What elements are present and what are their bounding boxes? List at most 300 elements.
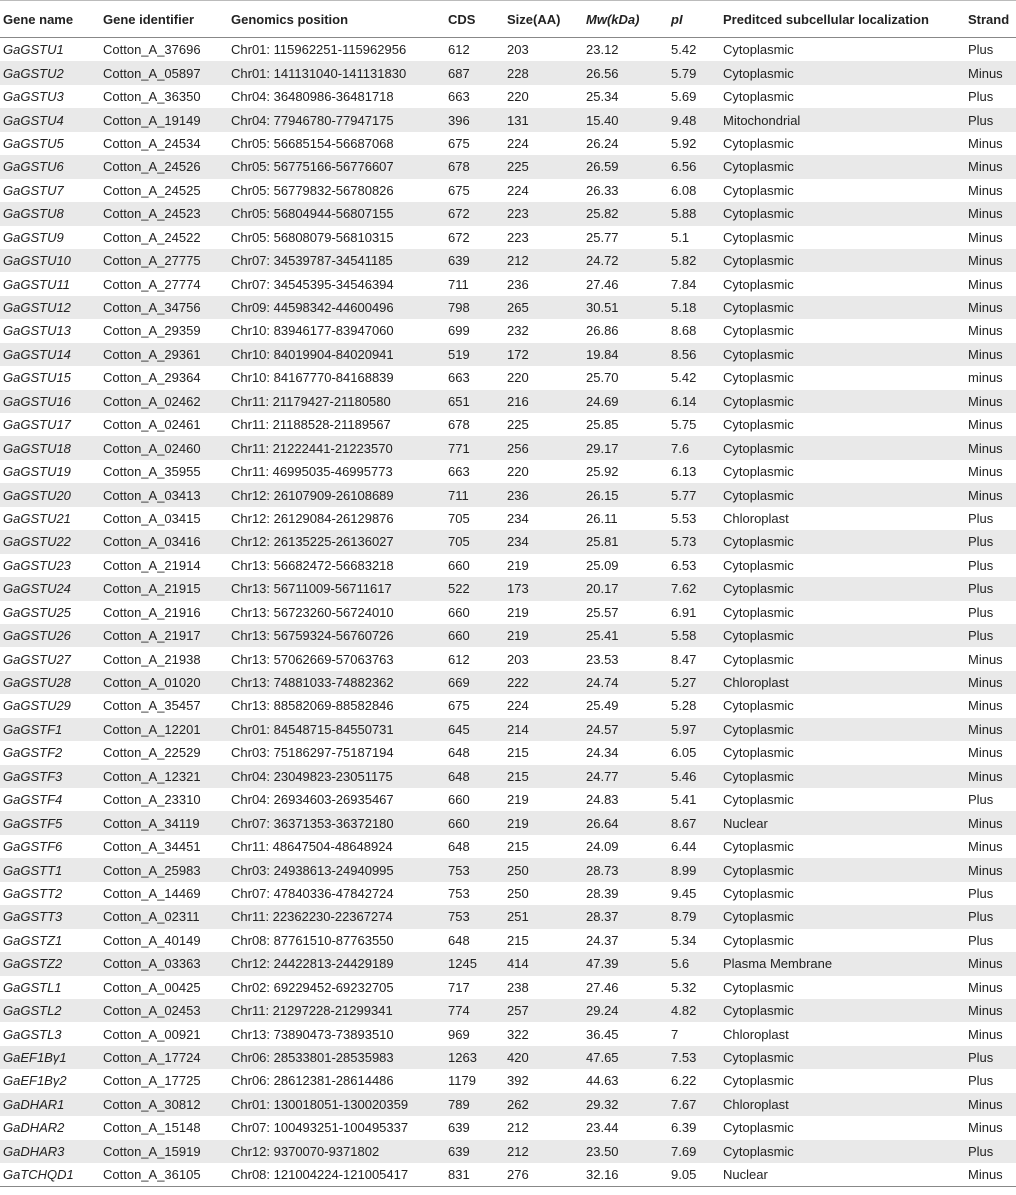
cell-cds: 651: [445, 390, 504, 413]
cell-cds: 612: [448, 42, 470, 58]
cell-pi: 6.53: [671, 557, 697, 573]
cell-genomics-position: Chr10: 84019904-84020941: [228, 343, 445, 366]
cell-gene-identifier: Cotton_A_35457: [103, 698, 201, 714]
table-row: [0, 554, 1016, 577]
cell-genomics-position: Chr01: 130018051-130020359: [228, 1093, 445, 1116]
table-row: [0, 976, 1016, 999]
cell-gene-name: GaTCHQD1: [0, 1163, 100, 1187]
cell-cds: 669: [445, 671, 504, 694]
cell-localization: Cytoplasmic: [720, 765, 965, 788]
table-row: [0, 858, 1016, 881]
cell-gene-identifier: Cotton_A_02461: [103, 417, 201, 433]
cell-gene-name: GaGSTU29: [3, 698, 71, 714]
cell-localization: Cytoplasmic: [720, 718, 965, 741]
cell-strand: Plus: [965, 1046, 1016, 1069]
cell-gene-identifier: Cotton_A_24534: [103, 135, 201, 151]
cell-size: 414: [504, 952, 583, 975]
cell-pi: 6.05: [671, 745, 697, 761]
cell-gene-identifier: Cotton_A_03416: [100, 530, 228, 553]
cell-genomics-position: Chr05: 56804944-56807155: [228, 202, 445, 225]
cell-localization: Cytoplasmic: [723, 557, 794, 573]
col-header-pi: pI: [668, 1, 720, 38]
cell-strand: Minus: [968, 979, 1003, 995]
cell-mw: 26.33: [586, 182, 619, 198]
table-row: [0, 38, 1016, 62]
cell-localization: Cytoplasmic: [723, 745, 794, 761]
cell-localization: Cytoplasmic: [720, 1140, 965, 1163]
cell-cds: 1263: [445, 1046, 504, 1069]
cell-mw: 23.44: [586, 1120, 619, 1136]
cell-localization: Chloroplast: [720, 1093, 965, 1116]
cell-cds: 396: [445, 108, 504, 131]
cell-cds: 612: [448, 651, 470, 667]
cell-size: 131: [504, 108, 583, 131]
cell-size: 224: [507, 698, 529, 714]
cell-genomics-position: Chr01: 115962251-115962956: [231, 42, 407, 58]
cell-size: 262: [504, 1093, 583, 1116]
cell-pi: 8.56: [668, 343, 720, 366]
cell-gene-identifier: Cotton_A_00425: [103, 979, 201, 995]
cell-genomics-position: Chr11: 21179427-21180580: [228, 390, 445, 413]
cell-mw: 28.37: [583, 905, 668, 928]
cell-localization: Cytoplasmic: [723, 698, 794, 714]
cell-genomics-position: Chr08: 121004224-121005417: [228, 1163, 445, 1187]
cell-localization: Cytoplasmic: [723, 651, 794, 667]
cell-mw: 23.50: [583, 1140, 668, 1163]
col-header-cds: CDS: [445, 1, 504, 38]
cell-cds: 687: [445, 61, 504, 84]
cell-localization: Cytoplasmic: [723, 932, 794, 948]
cell-strand: Plus: [968, 932, 994, 948]
cell-pi: 7.53: [668, 1046, 720, 1069]
cell-localization: Cytoplasmic: [720, 390, 965, 413]
cell-mw: 26.11: [586, 510, 618, 526]
cell-genomics-position: Chr13: 73890473-73893510: [231, 1026, 394, 1042]
cell-mw: 26.56: [583, 61, 668, 84]
cell-genomics-position: Chr05: 56775166-56776607: [228, 155, 445, 178]
cell-gene-identifier: Cotton_A_03363: [100, 952, 228, 975]
table-row: [0, 366, 1016, 389]
cell-localization: Cytoplasmic: [720, 1046, 965, 1069]
cell-gene-name: GaGSTL2: [0, 999, 100, 1022]
cell-strand: Minus: [968, 1026, 1003, 1042]
cell-pi: 5.97: [668, 718, 720, 741]
cell-gene-name: GaGSTU21: [3, 510, 71, 526]
cell-pi: 6.14: [668, 390, 720, 413]
cell-gene-name: GaEF1Bγ1: [0, 1046, 100, 1069]
cell-gene-identifier: Cotton_A_40149: [103, 932, 201, 948]
cell-localization: Mitochondrial: [720, 108, 965, 131]
cell-localization: Cytoplasmic: [723, 417, 794, 433]
cell-strand: Minus: [965, 343, 1016, 366]
cell-cds: 639: [445, 249, 504, 272]
cell-gene-name: GaGSTU23: [3, 557, 71, 573]
table-row: [0, 999, 1016, 1022]
cell-strand: Minus: [968, 229, 1003, 245]
cell-cds: 645: [445, 718, 504, 741]
table-row: [0, 577, 1016, 600]
cell-strand: Minus: [965, 671, 1016, 694]
cell-pi: 5.92: [671, 135, 697, 151]
cell-cds: 639: [448, 1120, 470, 1136]
cell-pi: 7.62: [668, 577, 720, 600]
cell-mw: 25.09: [586, 557, 619, 573]
cell-gene-name: GaGSTU28: [0, 671, 100, 694]
cell-strand: Plus: [965, 108, 1016, 131]
cell-strand: Minus: [965, 718, 1016, 741]
col-header-strand: Strand: [965, 1, 1016, 38]
cell-localization: Cytoplasmic: [720, 249, 965, 272]
cell-strand: Minus: [968, 839, 1003, 855]
cell-size: 216: [504, 390, 583, 413]
cell-genomics-position: Chr12: 26135225-26136027: [228, 530, 445, 553]
cell-cds: 711: [445, 483, 504, 506]
cell-pi: 5.58: [668, 624, 720, 647]
cell-localization: Cytoplasmic: [723, 885, 794, 901]
cell-cds: 969: [448, 1026, 470, 1042]
cell-strand: Plus: [968, 89, 994, 105]
cell-mw: 36.45: [586, 1026, 619, 1042]
cell-gene-identifier: Cotton_A_29364: [103, 370, 201, 386]
cell-mw: 25.85: [586, 417, 619, 433]
cell-pi: 8.67: [668, 811, 720, 834]
cell-gene-identifier: Cotton_A_24526: [100, 155, 228, 178]
cell-strand: minus: [968, 370, 1003, 386]
cell-cds: 648: [448, 839, 470, 855]
cell-pi: 5.1: [671, 229, 690, 245]
cell-size: 228: [504, 61, 583, 84]
cell-genomics-position: Chr07: 100493251-100495337: [231, 1120, 409, 1136]
cell-cds: 648: [448, 745, 470, 761]
cell-localization: Chloroplast: [723, 510, 789, 526]
cell-mw: 24.83: [586, 792, 619, 808]
table-row: [0, 343, 1016, 366]
cell-size: 215: [507, 839, 529, 855]
cell-gene-name: GaGSTF3: [0, 765, 100, 788]
cell-mw: 20.17: [583, 577, 668, 600]
cell-cds: 663: [448, 370, 470, 386]
cell-genomics-position: Chr05: 56685154-56687068: [231, 135, 394, 151]
cell-mw: 28.39: [586, 885, 619, 901]
cell-mw: 23.53: [586, 651, 619, 667]
table-row: [0, 1022, 1016, 1045]
cell-localization: Cytoplasmic: [720, 905, 965, 928]
cell-localization: Cytoplasmic: [720, 155, 965, 178]
cell-pi: 5.34: [671, 932, 697, 948]
table-row: [0, 226, 1016, 249]
cell-gene-identifier: Cotton_A_36350: [103, 89, 201, 105]
cell-mw: 47.39: [583, 952, 668, 975]
cell-mw: 25.81: [583, 530, 668, 553]
cell-localization: Cytoplasmic: [723, 323, 794, 339]
cell-pi: 5.18: [668, 296, 720, 319]
cell-cds: 678: [445, 155, 504, 178]
cell-strand: Minus: [965, 952, 1016, 975]
cell-size: 392: [507, 1073, 529, 1089]
cell-mw: 25.92: [586, 464, 619, 480]
cell-genomics-position: Chr10: 83946177-83947060: [231, 323, 394, 339]
cell-genomics-position: Chr03: 24938613-24940995: [228, 858, 445, 881]
table-row: [0, 85, 1016, 108]
cell-gene-identifier: Cotton_A_21917: [100, 624, 228, 647]
table-row: [0, 179, 1016, 202]
cell-gene-name: GaGSTT2: [3, 885, 63, 901]
cell-strand: Minus: [968, 276, 1003, 292]
cell-mw: 26.86: [586, 323, 619, 339]
cell-pi: 5.6: [668, 952, 720, 975]
cell-pi: 5.77: [668, 483, 720, 506]
cell-genomics-position: Chr13: 88582069-88582846: [231, 698, 394, 714]
cell-size: 219: [507, 604, 529, 620]
cell-gene-name: GaGSTU6: [0, 155, 100, 178]
cell-size: 173: [504, 577, 583, 600]
cell-size: 250: [507, 885, 529, 901]
cell-size: 212: [507, 1120, 529, 1136]
cell-genomics-position: Chr04: 23049823-23051175: [228, 765, 445, 788]
cell-strand: Plus: [965, 1140, 1016, 1163]
table-row: [0, 835, 1016, 858]
cell-cds: 660: [448, 604, 470, 620]
cell-localization: Cytoplasmic: [720, 202, 965, 225]
cell-gene-identifier: Cotton_A_15919: [100, 1140, 228, 1163]
cell-pi: 7.6: [668, 436, 720, 459]
cell-localization: Cytoplasmic: [720, 624, 965, 647]
cell-mw: 25.41: [583, 624, 668, 647]
cell-localization: Cytoplasmic: [723, 42, 794, 58]
table-row: [0, 647, 1016, 670]
cell-size: 420: [504, 1046, 583, 1069]
table-row: [0, 132, 1016, 155]
cell-strand: Minus: [968, 745, 1003, 761]
cell-gene-name: GaDHAR1: [0, 1093, 100, 1116]
cell-cds: 711: [448, 276, 469, 292]
cell-gene-name: GaGSTU11: [3, 276, 70, 292]
cell-strand: Plus: [968, 42, 994, 58]
cell-cds: 663: [448, 464, 470, 480]
cell-pi: 7.84: [671, 276, 697, 292]
cell-localization: Cytoplasmic: [723, 792, 794, 808]
cell-cds: 771: [445, 436, 504, 459]
cell-size: 215: [507, 932, 529, 948]
cell-pi: 7: [671, 1026, 679, 1042]
cell-cds: 675: [448, 135, 470, 151]
cell-strand: Plus: [968, 604, 994, 620]
cell-gene-name: GaGSTU25: [3, 604, 71, 620]
cell-strand: Minus: [965, 390, 1016, 413]
cell-mw: 24.09: [586, 839, 619, 855]
cell-size: 222: [504, 671, 583, 694]
cell-pi: 8.68: [671, 323, 697, 339]
table-row: [0, 390, 1016, 413]
cell-pi: 5.75: [671, 417, 697, 433]
cell-cds: 699: [448, 323, 470, 339]
cell-gene-name: GaGSTU24: [0, 577, 100, 600]
col-header-gene-identifier: Gene identifier: [100, 1, 228, 38]
cell-gene-name: GaGSTU26: [0, 624, 100, 647]
cell-gene-name: GaGSTU7: [3, 182, 64, 198]
cell-size: 223: [507, 229, 529, 245]
table-row: [0, 319, 1016, 342]
cell-mw: 47.65: [583, 1046, 668, 1069]
cell-cds: 798: [445, 296, 504, 319]
cell-genomics-position: Chr02: 69229452-69232705: [231, 979, 394, 995]
cell-mw: 26.24: [586, 135, 619, 151]
cell-strand: Minus: [965, 999, 1016, 1022]
cell-cds: 660: [448, 792, 470, 808]
cell-gene-name: GaGSTZ2: [0, 952, 100, 975]
cell-genomics-position: Chr06: 28612381-28614486: [231, 1073, 394, 1089]
table-row: [0, 108, 1016, 131]
cell-cds: 663: [448, 89, 470, 105]
cell-localization: Cytoplasmic: [723, 979, 794, 995]
cell-size: 234: [507, 510, 529, 526]
cell-gene-name: GaEF1Bγ2: [3, 1073, 67, 1089]
cell-genomics-position: Chr04: 77946780-77947175: [228, 108, 445, 131]
table-row: [0, 788, 1016, 811]
cell-gene-name: GaGSTF6: [3, 839, 63, 855]
cell-localization: Nuclear: [720, 1163, 965, 1187]
table-row: [0, 694, 1016, 717]
cell-size: 256: [504, 436, 583, 459]
cell-pi: 5.79: [668, 61, 720, 84]
cell-genomics-position: Chr01: 141131040-141131830: [228, 61, 445, 84]
cell-pi: 6.56: [668, 155, 720, 178]
table-row: [0, 413, 1016, 436]
table-row: [0, 882, 1016, 905]
cell-localization: Cytoplasmic: [720, 858, 965, 881]
cell-size: 220: [507, 370, 529, 386]
cell-gene-identifier: Cotton_A_27775: [100, 249, 228, 272]
cell-gene-name: GaGSTL3: [3, 1026, 62, 1042]
cell-pi: 5.42: [671, 42, 697, 58]
cell-genomics-position: Chr05: 56779832-56780826: [231, 182, 394, 198]
cell-genomics-position: Chr06: 28533801-28535983: [228, 1046, 445, 1069]
cell-pi: 8.47: [671, 651, 697, 667]
cell-mw: 27.46: [586, 979, 619, 995]
cell-size: 220: [507, 89, 529, 105]
cell-pi: 6.08: [671, 182, 697, 198]
cell-mw: 24.77: [583, 765, 668, 788]
cell-genomics-position: Chr08: 87761510-87763550: [231, 932, 394, 948]
cell-cds: 1179: [448, 1073, 476, 1089]
cell-gene-name: GaGSTU17: [3, 417, 71, 433]
cell-cds: 660: [448, 557, 470, 573]
cell-gene-identifier: Cotton_A_02462: [100, 390, 228, 413]
cell-size: 219: [507, 557, 529, 573]
table-row: [0, 61, 1016, 84]
cell-localization: Cytoplasmic: [720, 483, 965, 506]
cell-size: 172: [504, 343, 583, 366]
cell-gene-identifier: Cotton_A_17724: [100, 1046, 228, 1069]
cell-gene-identifier: Cotton_A_24522: [103, 229, 201, 245]
cell-gene-name: GaGSTZ1: [3, 932, 63, 948]
cell-size: 219: [504, 811, 583, 834]
cell-gene-identifier: Cotton_A_14469: [103, 885, 201, 901]
col-header-localization: Preditced subcellular localization: [720, 1, 965, 38]
cell-strand: Minus: [968, 417, 1003, 433]
cell-genomics-position: Chr13: 56723260-56724010: [231, 604, 394, 620]
cell-size: 224: [507, 135, 529, 151]
cell-size: 251: [504, 905, 583, 928]
cell-pi: 8.99: [668, 858, 720, 881]
cell-cds: 672: [448, 229, 470, 245]
cell-strand: Minus: [965, 249, 1016, 272]
cell-mw: 26.15: [583, 483, 668, 506]
cell-gene-identifier: Cotton_A_36105: [100, 1163, 228, 1187]
cell-pi: 5.82: [668, 249, 720, 272]
cell-size: 224: [507, 182, 529, 198]
cell-gene-identifier: Cotton_A_02453: [100, 999, 228, 1022]
cell-size: 215: [507, 745, 529, 761]
cell-mw: 44.63: [586, 1073, 619, 1089]
cell-gene-identifier: Cotton_A_29361: [100, 343, 228, 366]
cell-pi: 5.69: [671, 89, 697, 105]
cell-localization: Cytoplasmic: [720, 61, 965, 84]
cell-size: 276: [504, 1163, 583, 1187]
cell-mw: 24.34: [586, 745, 619, 761]
cell-size: 223: [504, 202, 583, 225]
cell-cds: 753: [448, 885, 470, 901]
cell-gene-identifier: Cotton_A_02311: [100, 905, 228, 928]
cell-localization: Cytoplasmic: [723, 89, 794, 105]
cell-gene-name: GaGSTU2: [0, 61, 100, 84]
cell-localization: Cytoplasmic: [720, 296, 965, 319]
cell-gene-identifier: Cotton_A_12321: [100, 765, 228, 788]
cell-cds: 672: [445, 202, 504, 225]
cell-pi: 9.48: [668, 108, 720, 131]
cell-gene-identifier: Cotton_A_22529: [103, 745, 201, 761]
cell-pi: 5.28: [671, 698, 697, 714]
cell-genomics-position: Chr13: 56682472-56683218: [231, 557, 394, 573]
cell-genomics-position: Chr13: 56711009-56711617: [228, 577, 445, 600]
cell-localization: Cytoplasmic: [723, 1073, 794, 1089]
cell-mw: 25.49: [586, 698, 619, 714]
cell-gene-name: GaGSTT1: [0, 858, 100, 881]
cell-genomics-position: Chr13: 74881033-74882362: [228, 671, 445, 694]
cell-cds: 648: [448, 932, 470, 948]
cell-localization: Cytoplasmic: [723, 135, 794, 151]
cell-genomics-position: Chr05: 56808079-56810315: [231, 229, 394, 245]
cell-genomics-position: Chr11: 46995035-46995773: [231, 464, 393, 480]
cell-gene-name: GaGSTL1: [3, 979, 62, 995]
cell-pi: 6.22: [671, 1073, 697, 1089]
cell-pi: 5.41: [671, 792, 697, 808]
cell-pi: 7.67: [668, 1093, 720, 1116]
col-header-genomics-position: Genomics position: [228, 1, 445, 38]
cell-mw: 23.12: [586, 42, 619, 58]
cell-strand: Minus: [968, 698, 1003, 714]
cell-gene-identifier: Cotton_A_23310: [103, 792, 201, 808]
cell-localization: Cytoplasmic: [720, 530, 965, 553]
table-row: [0, 155, 1016, 178]
cell-genomics-position: Chr04: 36480986-36481718: [231, 89, 394, 105]
cell-size: 219: [507, 792, 529, 808]
cell-gene-name: GaDHAR3: [0, 1140, 100, 1163]
cell-genomics-position: Chr07: 34539787-34541185: [228, 249, 445, 272]
cell-gene-name: GaGSTF1: [0, 718, 100, 741]
table-row: [0, 601, 1016, 624]
cell-gene-name: GaGSTU4: [0, 108, 100, 131]
cell-localization: Cytoplasmic: [723, 1120, 794, 1136]
cell-pi: 5.46: [668, 765, 720, 788]
cell-genomics-position: Chr01: 84548715-84550731: [228, 718, 445, 741]
cell-mw: 19.84: [583, 343, 668, 366]
cell-cds: 705: [445, 530, 504, 553]
cell-size: 214: [504, 718, 583, 741]
cell-strand: Minus: [968, 651, 1003, 667]
cell-gene-identifier: Cotton_A_21916: [103, 604, 201, 620]
cell-genomics-position: Chr11: 21297228-21299341: [228, 999, 445, 1022]
